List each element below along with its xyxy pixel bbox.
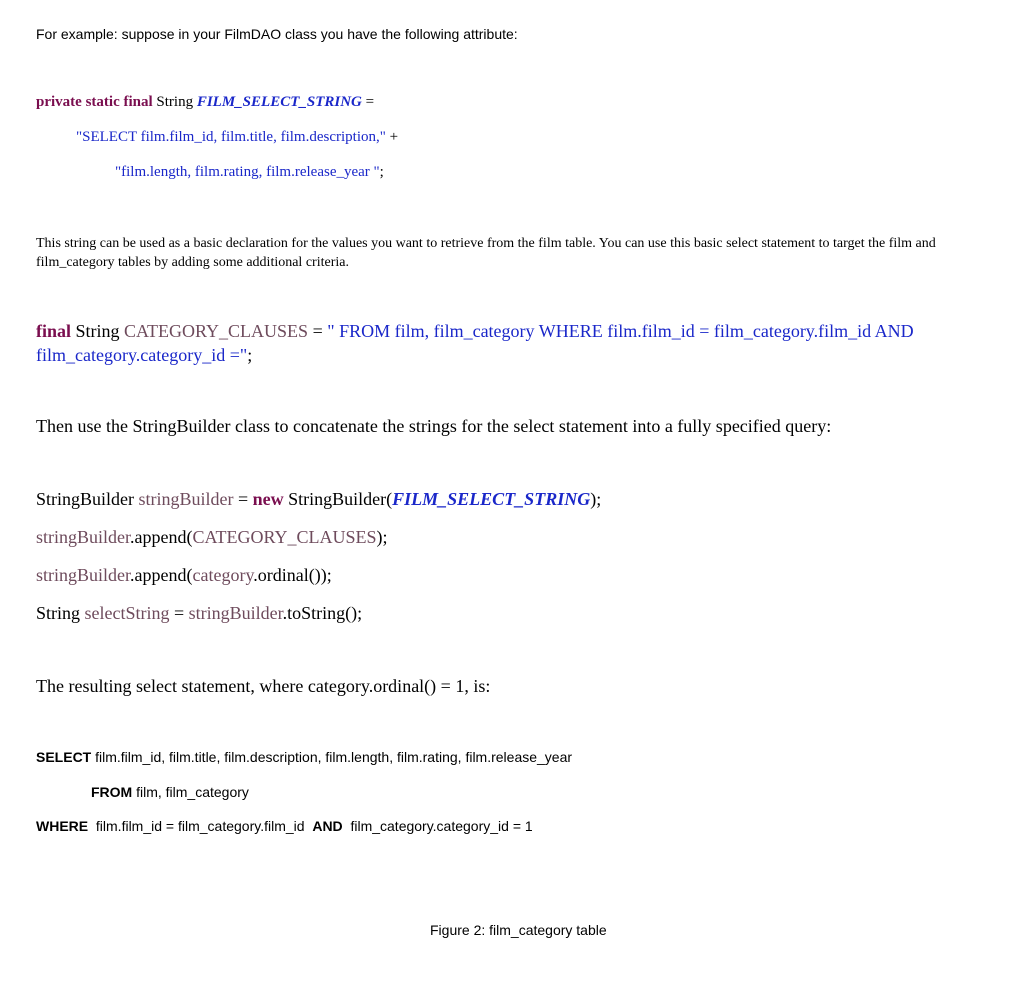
builder-line-3-end: .ordinal()); [253,565,332,585]
sql-from-keyword: FROM [91,784,133,800]
paragraph-result: The resulting select statement, where category.ordinal() = 1, is: [36,676,491,696]
builder-new-keyword: new [252,489,284,509]
builder-constructor-arg: FILM_SELECT_STRING [392,489,591,509]
builder-variable: stringBuilder [138,489,234,509]
declaration-line-1 [36,94,374,111]
builder-line-4-type: String [36,603,81,623]
builder-line-2 [36,527,388,548]
sql-select-columns: film.film_id, film.title, film.description, film.length, film.rating, film.release_year [95,749,573,765]
intro-text: For example: suppose in your FilmDAO class you have the following attribute: [36,26,518,42]
builder-line-3-variable: stringBuilder [36,565,130,585]
paragraph-stringbuilder: Then use the StringBuilder class to concatenate the strings for the select statement into a fully specified query: [36,416,832,436]
builder-line-2-append: .append( [130,527,193,547]
sql-from-tables: film, film_category [136,784,249,800]
clauses-type: String [75,321,120,341]
builder-line-1-end: ); [590,489,602,509]
figure-caption: Figure 2: film_category table [430,922,607,938]
sql-where-condition-1: film.film_id = film_category.film_id [95,818,305,834]
builder-constructor: StringBuilder( [288,489,393,509]
builder-equals: = [238,489,249,509]
builder-line-1 [36,489,601,510]
builder-line-4-variable-2: stringBuilder [188,603,283,623]
declaration-line-2 [76,129,398,146]
builder-line-2-end: ); [376,527,388,547]
builder-line-4 [36,603,362,624]
clauses-string-1: " FROM film, film_category WHERE film.film_id = film_category.film_id AND [327,321,914,341]
declaration-equals: = [365,94,375,110]
sql-where-line [36,818,533,834]
sql-from-line [91,784,249,800]
builder-line-3-arg: category [192,565,254,585]
declaration-semicolon: ; [379,164,384,180]
declaration-line-3 [115,164,384,181]
builder-line-4-variable: selectString [84,603,170,623]
declaration-type: String [156,94,194,110]
builder-line-3-append: .append( [130,565,193,585]
declaration-string-2: "film.length, film.rating, film.release_year " [115,164,380,180]
sql-select-keyword: SELECT [36,749,92,765]
clauses-equals: = [312,321,323,341]
sql-and-keyword: AND [312,818,343,834]
declaration-plus: + [389,129,399,145]
clauses-string-2: film_category.category_id =" [36,345,248,365]
declaration-string-1: "SELECT film.film_id, film.title, film.description," [76,129,386,145]
builder-type: StringBuilder [36,489,134,509]
builder-line-4-equals: = [174,603,185,623]
declaration-constant: FILM_SELECT_STRING [196,94,362,110]
clauses-line-1 [36,321,914,342]
builder-line-2-arg: CATEGORY_CLAUSES [192,527,377,547]
paragraph-basic-declaration: This string can be used as a basic declaration for the values you want to retrieve from the film table. You can use this basic select statement to target the film and film_category tables by adding some additional criteria. [36,236,936,270]
clauses-constant: CATEGORY_CLAUSES [124,321,309,341]
builder-line-4-end: .toString(); [282,603,363,623]
clauses-line-2 [36,345,252,366]
declaration-keywords: private static final [36,94,153,110]
sql-select-line [36,749,572,765]
builder-line-2-variable: stringBuilder [36,527,130,547]
sql-where-keyword: WHERE [36,818,89,834]
builder-line-3 [36,565,332,586]
clauses-keyword: final [36,321,72,341]
clauses-semicolon: ; [247,345,253,365]
sql-where-condition-2: film_category.category_id = 1 [350,818,533,834]
